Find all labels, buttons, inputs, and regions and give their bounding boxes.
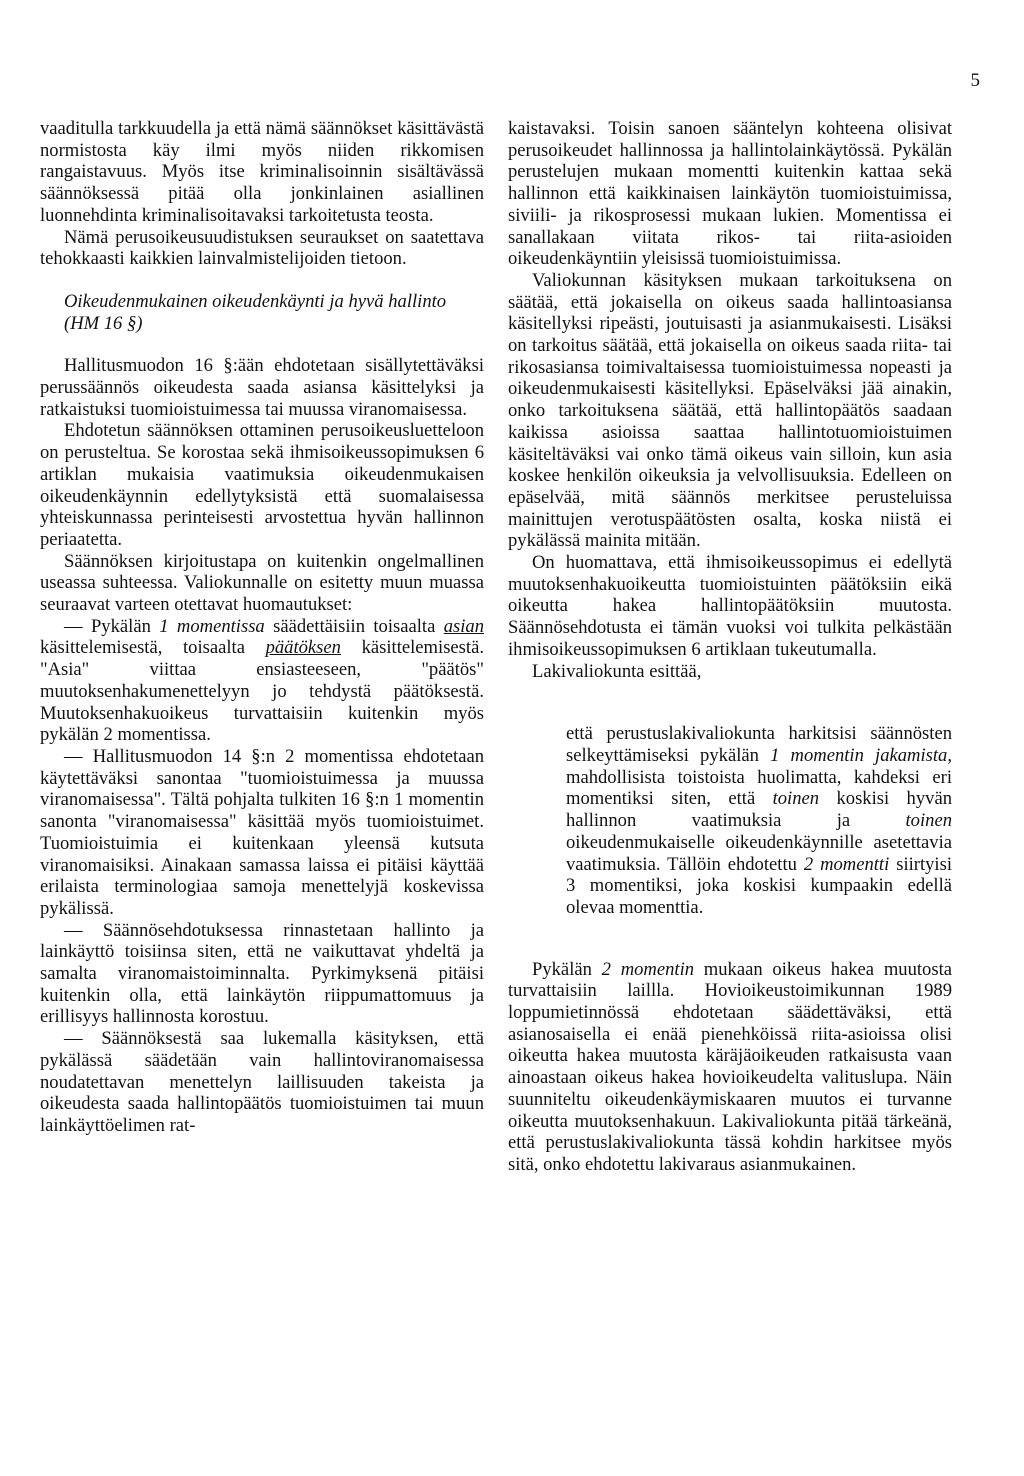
text-run: — Pykälän <box>64 615 160 637</box>
list-item: — Säännösehdotuksessa rinnastetaan hallinto ja lainkäyttö toisiinsa siten, että ne vaikuttavat yhdeltä ja samalta viranomaistoiminnalta. Pyrkimyksenä pitäisi kuitenkin olla, että lainkäytön riippumattomuus ja erillisyys hallinnosta korostuu. <box>40 919 484 1028</box>
text-run: Pykälän <box>532 958 602 980</box>
text-run: oikeudenmukaiselle oikeudenkäynnille asetettavia vaatimuksia. Tällöin ehdotettu <box>566 831 952 875</box>
paragraph: Lakivaliokunta esittää, <box>532 660 702 682</box>
emphasis: 2 momentti <box>803 853 890 875</box>
text-run: käsittelemisestä, toisaalta <box>40 637 266 659</box>
emphasis: 2 momentin <box>601 958 695 980</box>
proposal-quote <box>508 723 952 918</box>
list-item: — Säännöksestä saa lukemalla käsityksen, että pykälässä säädetään vain hallintoviranomaisessa noudatettavan menettelyn laillisuuden takeista ja oikeudesta saada hallintopäätös tuomioistuimen tai muun lainkäyttöelimen rat- <box>40 1028 484 1136</box>
text-run: mahdollisista toistoista huolimatta, kahdeksi eri momentiksi siten, että <box>566 766 952 810</box>
text-run: säädettäisiin toisaalta <box>264 615 444 637</box>
text-run: siirtyisi 3 momentiksi, joka koskisi kumpaakin edellä olevaa momenttia. <box>566 853 952 918</box>
emphasis: asian <box>443 615 485 637</box>
paragraph: kaistavaksi. Toisin sanoen sääntelyn kohteena olisivat perusoikeudet hallinnossa ja hallintolainkäytössä. Pykälän perustelujen mukaan momentti kuitenkin kattaa sekä hallinnon että kaikkinaisen lainkäytön tuomioistuimissa, siviili- ja rikosprosessi mukaan lukien. Momentissa ei sanallakaan viitata rikos- tai riita-asioiden oikeudenkäyntiin yleisissä tuomioistuimissa. <box>508 118 952 270</box>
emphasis: toinen <box>772 788 820 810</box>
paragraph: Nämä perusoikeusuudistuksen seuraukset on saatettava tehokkaasti kaikkien lainvalmistelijoiden tietoon. <box>40 226 484 270</box>
text-run: käsittelemisestä. "Asia" viittaa ensiasteeseen, "päätös" muutoksenhakumenettelyyn jo tehdystä päätöksestä. Muutoksenhakuoikeus turvattaisiin kuitenkin myös pykälän 2 momentissa. <box>40 637 484 746</box>
section-heading: Oikeudenmukainen oikeudenkäynti ja hyvä hallinto (HM 16 §) <box>64 290 447 334</box>
paragraph: Hallitusmuodon 16 §:ään ehdotetaan sisällytettäväksi perussäännös oikeudesta saada asiansa käsittelyksi ja ratkaistuksi tuomioistuimessa tai muussa viranomaisessa. <box>40 355 484 420</box>
emphasis: 1 momentissa <box>159 615 265 637</box>
text-run: koskisi hyvän hallinnon vaatimuksia ja <box>566 788 952 832</box>
emphasis: 1 momentin jakamista, <box>770 744 952 766</box>
paragraph <box>508 959 952 1176</box>
list-item: — Hallitusmuodon 14 §:n 2 momentissa ehdotetaan käytettäväksi sanontaa "tuomioistuimessa ja muussa viranomaisessa". Tältä pohjalta tulkiten 16 §:n 1 momentin sanonta "viranomaisessa" käsittää myös tuomioistuimet. Tuomioistuimia ei kuitenkaan yleensä kutsuta viranomaisiksi. Ainakaan samassa laissa ei pitäisi käyttää erilaista terminologiaa samoja menettelyjä koskevissa pykälissä. <box>40 745 484 919</box>
left-column <box>40 118 484 1137</box>
list-item <box>40 616 484 746</box>
text-run: mukaan oikeus hakea muutosta turvattaisiin laillla. Hovioikeustoimikunnan 1989 loppumietinnössä ehdotetaan säädettäväksi, että asianosaisella ei enää pienehköissä riita-asioissa olisi oikeutta hakea muutosta käräjäoikeuden ratkaisusta vaan ainoastaan oikeus hakea hovioikeudelta valituslupa. Näin suunniteltu oikeudenkäymiskaaren muutos ei turvanne oikeutta muutoksenhakuun. Lakivaliokunta pitää tärkeänä, että perustuslakivaliokunta tässä kohdin harkitsee myös sitä, onko ehdotettu lakivaraus asianmukainen. <box>508 958 952 1175</box>
page-number: 5 <box>970 70 980 91</box>
emphasis: päätöksen <box>265 637 341 659</box>
emphasis: toinen <box>905 810 952 832</box>
paragraph: Säännöksen kirjoitustapa on kuitenkin ongelmallinen useassa suhteessa. Valiokunnalle on esitetty muun muassa seuraavat varteen otettavat huomautukset: <box>40 550 484 616</box>
paragraph: vaaditulla tarkkuudella ja että nämä säännökset käsittävästä normistosta käy ilmi myös niiden rikkomisen rangaistavuus. Myös itse kriminalisoinnin sisältävässä säännöksessä pitää olla jonkinlainen asiallinen luonnehdinta kriminalisoitavaksi tarkoitetusta teosta. <box>40 118 484 226</box>
paragraph: On huomattava, että ihmisoikeussopimus ei edellytä muutoksenhakuoikeutta tuomioistuinten päätöksiin eikä oikeutta hakea hallintopäätöksiin muutosta. Säännösehdotusta ei tämän vuoksi voi tulkita pelkästään ihmisoikeussopimuksen 6 artiklaan tukeutumalla. <box>508 552 952 660</box>
paragraph: Valiokunnan käsityksen mukaan tarkoituksena on säätää, että jokaisella on oikeus saada hallintoasiansa käsitellyksi ripeästi, joutuisasti ja asianmukaisesti. Lisäksi on tarkoitus säätää, että jokaisella on oikeus saada riita- tai rikosasiansa toimivaltaisessa tuomioistuimessa nopeasti ja oikeudenmukaisesti käsitellyksi. Epäselväksi jää ainakin, onko tarkoituksena säätää, että hallintopäätös saadaan kaikissa asioissa saattaa hallintotuomioistuimen käsiteltäväksi vai onko tämä oikeus vain silloin, kun asia koskee henkilön oikeuksia ja velvollisuuksia. Edelleen on epäselvää, mitä säännös merkitsee perusteluissa mainittujen verotuspäätösten osalta, koska niistä ei pykälässä mainita mitään. <box>508 269 952 552</box>
text-run: että perustuslakivaliokunta harkitsisi säännösten selkeyttämiseksi pykälän <box>566 723 952 766</box>
right-column <box>508 118 952 1176</box>
paragraph: Ehdotetun säännöksen ottaminen perusoikeusluetteloon on perusteltua. Se korostaa sekä ihmisoikeussopimuksen 6 artiklan mukaisia vaatimuksia oikeudenmukaisen oikeudenkäynnin edellytyksistä että suomalaisessa yhteiskunnassa perinteisesti arvostettua hyvän hallinnon periaatetta. <box>40 420 484 550</box>
